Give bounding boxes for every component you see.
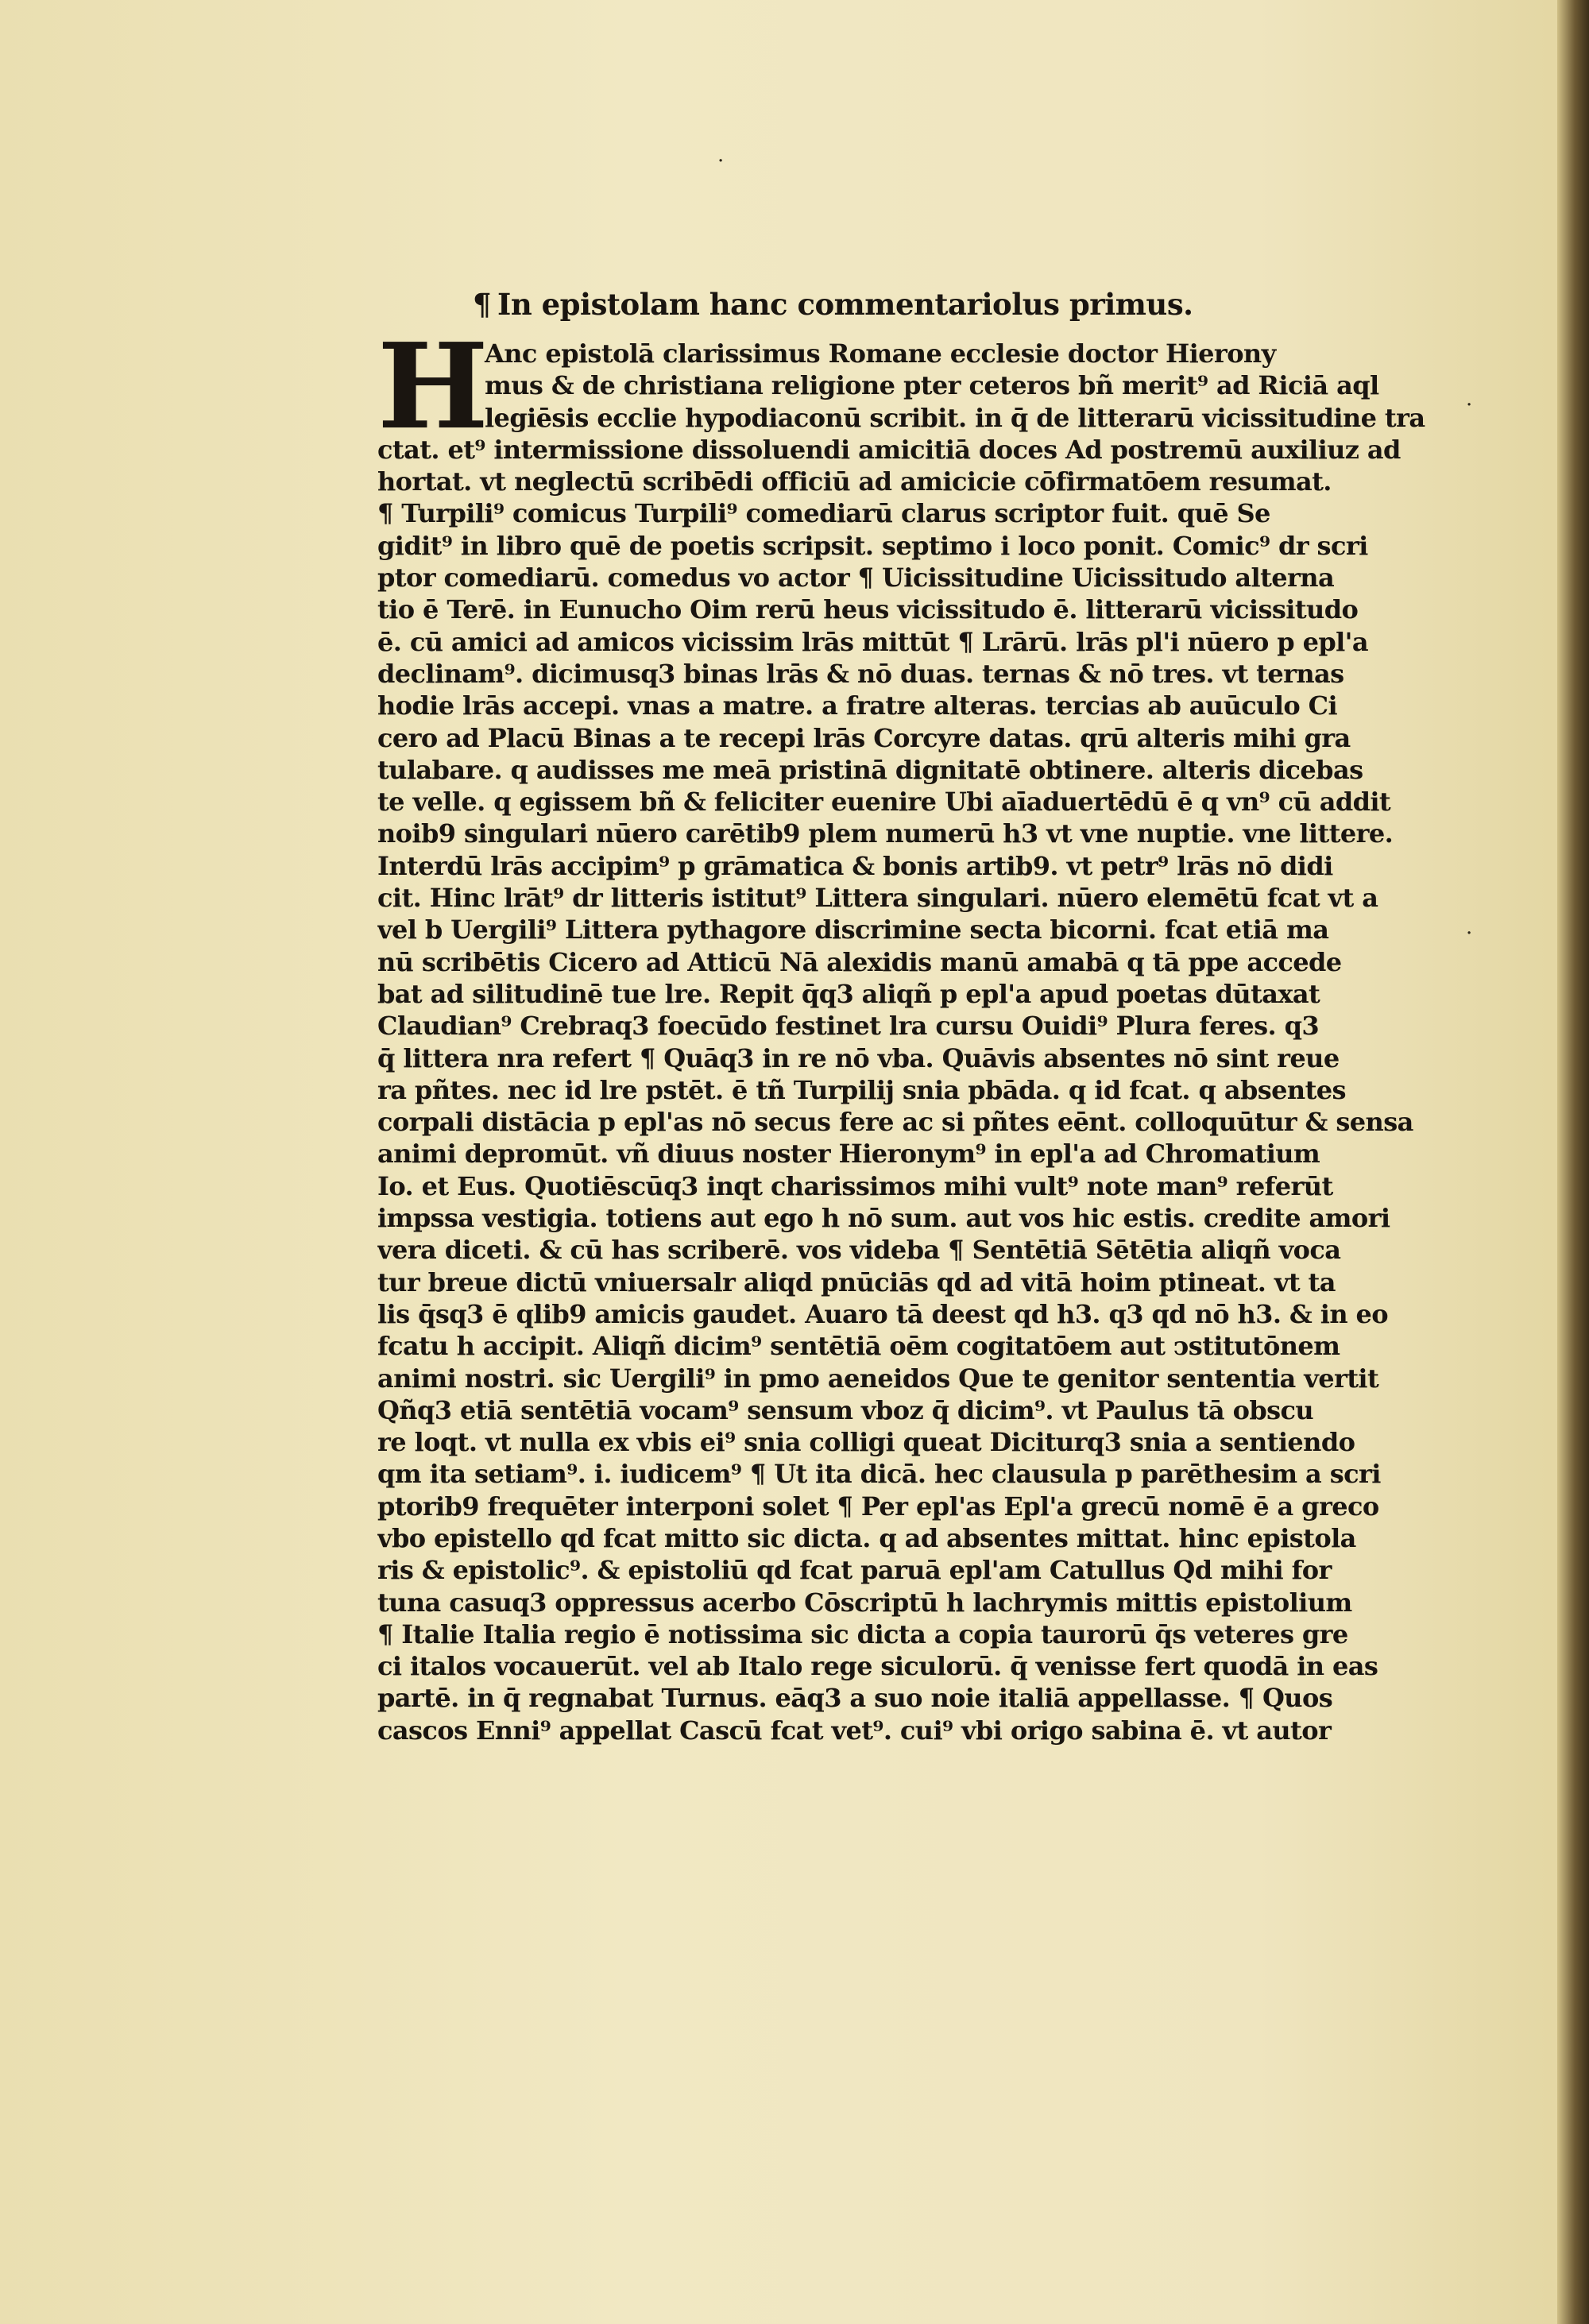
text-line: fcatu h accipit. Aliqñ dicim⁹ sentētiā oēm cogitatōem aut ↄstitutōnem — [377, 1331, 1340, 1362]
text-line: noib9 singulari nūero carētib9 plem numerū h3 vt vne nuptie. vne littere. — [377, 818, 1394, 849]
text-line: Interdū lrās accipim⁹ p grāmatica & bonis artib9. vt petr⁹ lrās nō didi — [377, 850, 1333, 881]
text-line: ra pñtes. nec id lre pstēt. ē tñ Turpilij snia pbāda. q id fcat. q absentes — [377, 1074, 1346, 1105]
page-gutter-shadow — [1557, 0, 1589, 2324]
text-line: mus & de christiana religione pter ceteros bñ merit⁹ ad Riciā aql — [485, 370, 1379, 401]
text-line: partē. in q̄ regnabat Turnus. eāq3 a suo noie italiā appellasse. ¶ Quos — [377, 1683, 1333, 1714]
text-line: tur breue dictū vniuersalr aliqd pnūciās qd ad vitā hoim ptineat. vt ta — [377, 1266, 1336, 1297]
ink-speck: · — [1466, 922, 1473, 945]
heading-text: In epistolam hanc commentariolus primus. — [497, 287, 1193, 322]
text-line: Anc epistolā clarissimus Romane ecclesie doctor Hierony — [485, 338, 1276, 369]
text-line: ¶ Turpili⁹ comicus Turpili⁹ comediarū clarus scriptor fuit. quē Se — [377, 498, 1270, 529]
text-line: gidit⁹ in libro quē de poetis scripsit. septimo i loco ponit. Comic⁹ dr scri — [377, 530, 1368, 561]
text-line: impssa vestigia. totiens aut ego h nō sum. aut vos hic estis. credite amori — [377, 1203, 1390, 1234]
text-line: ci italos vocauerūt. vel ab Italo rege siculorū. q̄ venisse fert quodā in eas — [377, 1651, 1378, 1682]
text-line: ris & epistolic⁹. & epistoliū qd fcat paruā epl'am Catullus Qd mihi for — [377, 1555, 1332, 1586]
text-line: nū scribētis Cicero ad Atticū Nā alexidis manū amabā q tā ppe accede — [377, 946, 1342, 977]
text-line: cascos Enni⁹ appellat Cascū fcat vet⁹. cui⁹ vbi origo sabina ē. vt autor — [377, 1715, 1332, 1746]
text-line: ctat. et⁹ intermissione dissoluendi amicitiā doces Ad postremū auxiliuz ad — [377, 434, 1401, 465]
text-line: re loqt. vt nulla ex vbis ei⁹ snia colligi queat Diciturq3 snia a sentiendo — [377, 1427, 1355, 1458]
text-line: declinam⁹. dicimusq3 binas lrās & nō duas. ternas & nō tres. vt ternas — [377, 658, 1344, 689]
commentary-heading — [377, 282, 1466, 338]
text-line: lis q̄sq3 ē qlib9 amicis gaudet. Auaro tā deest qd h3. q3 qd nō h3. & in eo — [377, 1298, 1389, 1329]
text-lines — [377, 338, 1466, 1746]
text-line: hortat. vt neglectū scribēdi officiū ad amicicie cōfirmatōem resumat. — [377, 466, 1332, 497]
text-line: cero ad Placū Binas a te recepi lrās Corcyre datas. qrū alteris mihi gra — [377, 722, 1351, 753]
text-line: ptor comediarū. comedus vo actor ¶ Uicissitudine Uicissitudo alterna — [377, 563, 1335, 594]
text-line: q̄ littera nra refert ¶ Quāq3 in re nō vba. Quāvis absentes nō sint reue — [377, 1042, 1340, 1073]
text-line: bat ad silitudinē tue lre. Repit q̄q3 aliqñ p epl'a apud poetas dūtaxat — [377, 978, 1320, 1009]
text-line: hodie lrās accepi. vnas a matre. a fratre alteras. tercias ab auūculo Ci — [377, 690, 1338, 721]
text-line: animi nostri. sic Uergili⁹ in pmo aeneidos Que te genitor sententia vertit — [377, 1363, 1379, 1394]
text-line: cit. Hinc lrāt⁹ dr litteris istitut⁹ Littera singulari. nūero elemētū fcat vt a — [377, 883, 1378, 914]
text-line: tio ē Terē. in Eunucho Oim rerū heus vicissitudo ē. litterarū vicissitudo — [377, 594, 1359, 625]
drop-cap-initial: H — [377, 317, 489, 455]
text-line: Io. et Eus. Quotiēscūq3 inqt charissimos mihi vult⁹ note man⁹ referūt — [377, 1170, 1333, 1201]
text-line: legiēsis ecclie hypodiaconū scribit. in q̄ de litterarū vicissitudine tra — [485, 402, 1425, 433]
text-line: corpali distācia p epl'as nō secus fere ac si pñtes eēnt. colloquūtur & sensa — [377, 1107, 1413, 1138]
text-line: te velle. q egissem bñ & feliciter euenire Ubi aīaduertēdū ē q vn⁹ cū addit — [377, 787, 1391, 818]
ink-speck: · — [1466, 393, 1473, 417]
text-line: vbo epistello qd fcat mitto sic dicta. q ad absentes mittat. hinc epistola — [377, 1522, 1356, 1553]
ink-speck: · — [717, 149, 725, 173]
text-line: Qñq3 etiā sentētiā vocam⁹ sensum vboz q̄ dicim⁹. vt Paulus tā obscu — [377, 1394, 1314, 1425]
text-line: vera diceti. & cū has scriberē. vos videba ¶ Sentētiā Sētētia aliqñ voca — [377, 1235, 1341, 1266]
text-line: vel b Uergili⁹ Littera pythagore discrimine secta bicorni. fcat etiā ma — [377, 915, 1329, 945]
text-line: animi depromūt. vñ diuus noster Hieronym⁹ in epl'a ad Chromatium — [377, 1139, 1320, 1170]
text-line: ptorib9 frequēter interponi solet ¶ Per epl'as Epl'a grecū nomē ē a greco — [377, 1491, 1379, 1522]
text-line: tulabare. q audisses me meā pristinā dignitatē obtinere. alteris dicebas — [377, 754, 1363, 785]
paraph-mark: ¶ — [473, 287, 492, 322]
text-line: ¶ Italie Italia regio ē notissima sic dicta a copia taurorū q̄s veteres gre — [377, 1618, 1348, 1649]
text-line: ē. cū amici ad amicos vicissim lrās mittūt ¶ Lrārū. lrās pl'i nūero p epl'a — [377, 626, 1369, 657]
commentary-text-block — [377, 282, 1466, 1746]
text-line: tuna casuq3 oppressus acerbo Cōscriptū h lachrymis mittis epistolium — [377, 1587, 1352, 1618]
text-line: qm ita setiam⁹. i. iudicem⁹ ¶ Ut ita dicā. hec clausula p parēthesim a scri — [377, 1459, 1381, 1490]
text-line: Claudian⁹ Crebraq3 foecūdo festinet lra cursu Ouidi⁹ Plura feres. q3 — [377, 1011, 1320, 1042]
